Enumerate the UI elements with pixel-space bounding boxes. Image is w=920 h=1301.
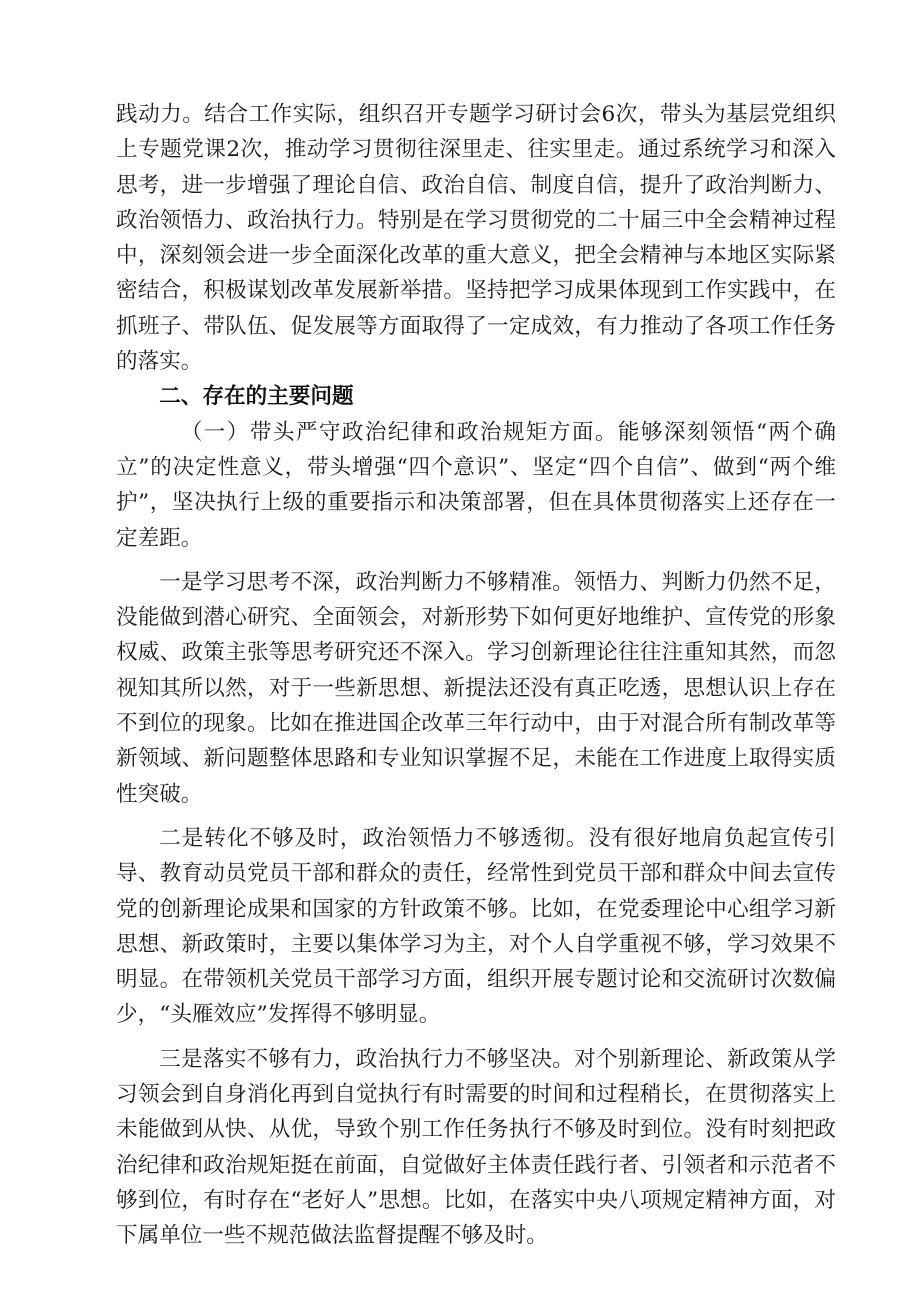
point-three-paragraph: 三是落实不够有力，政治执行力不够坚决。对个别新理论、新政策从学习领会到自身消化再到自觉执行有时需要的时间和过程稍长，在贯彻落实上未能做到从快、从优，导致个别工作任务执行不够及时到位。没有时刻把政治纪律和政治规矩挺在前面，自觉做好主体责任践行者、引领者和示范者不够到位，有时存在“老好人”思想。比如，在落实中央八项规定精神方面，对下属单位一些不规范做法监督提醒不够及时。 bbox=[116, 1046, 836, 1249]
paragraph-spacer bbox=[116, 812, 836, 821]
point-one-paragraph: 一是学习思考不深，政治判断力不够精准。领悟力、判断力仍然不足，没能做到潜心研究、全面领会，对新形势下如何更好地维护、宣传党的形象权威、政策主张等思考研究还不深入。学习创新理论往往注重知其然，而忽视知其所以然，对于一些新思想、新提法还没有真正吃透，思想认识上存在不到位的现象。比如在推进国企改革三年行动中，由于对混合所有制改革等新领域、新问题整体思路和专业知识掌握不足，未能在工作进度上取得实质性突破。 bbox=[116, 569, 836, 807]
paragraph-spacer bbox=[116, 1033, 836, 1042]
section-heading: 二、存在的主要问题 bbox=[159, 384, 354, 410]
paragraph-spacer bbox=[116, 556, 836, 565]
document-body bbox=[116, 97, 836, 1254]
subsection-paragraph: （一）带头严守政治纪律和政治规矩方面。能够深刻领悟“两个确立”的决定性意义，带头增强“四个意识”、坚定“四个自信”、做到“两个维护”，坚决执行上级的重要指示和决策部署，但在具体贯彻落实上还存在一定差距。 bbox=[116, 419, 836, 551]
point-two-paragraph: 二是转化不够及时，政治领悟力不够透彻。没有很好地肩负起宣传引导、教育动员党员干部和群众的责任，经常性到党员干部和群众中间去宣传党的创新理论成果和国家的方针政策不够。比如，在党委理论中心组学习新思想、新政策时，主要以集体学习为主，对个人自学重视不够，学习效果不明显。在带领机关党员干部学习方面，组织开展专题讨论和交流研讨次数偏少，“头雁效应”发挥得不够明显。 bbox=[116, 825, 836, 1028]
intro-paragraph: 践动力。结合工作实际，组织召开专题学习研讨会6次，带头为基层党组织上专题党课2次，推动学习贯彻往深里走、往实里走。通过系统学习和深入思考，进一步增强了理论自信、政治自信、制度自信，提升了政治判断力、政治领悟力、政治执行力。特别是在学习贯彻党的二十届三中全会精神过程中，深刻领会进一步全面深化改革的重大意义，把全会精神与本地区实际紧密结合，积极谋划改革发展新举措。坚持把学习成果体现到工作实践中，在抓班子、带队伍、促发展等方面取得了一定成效，有力推动了各项工作任务的落实。 bbox=[116, 102, 836, 375]
